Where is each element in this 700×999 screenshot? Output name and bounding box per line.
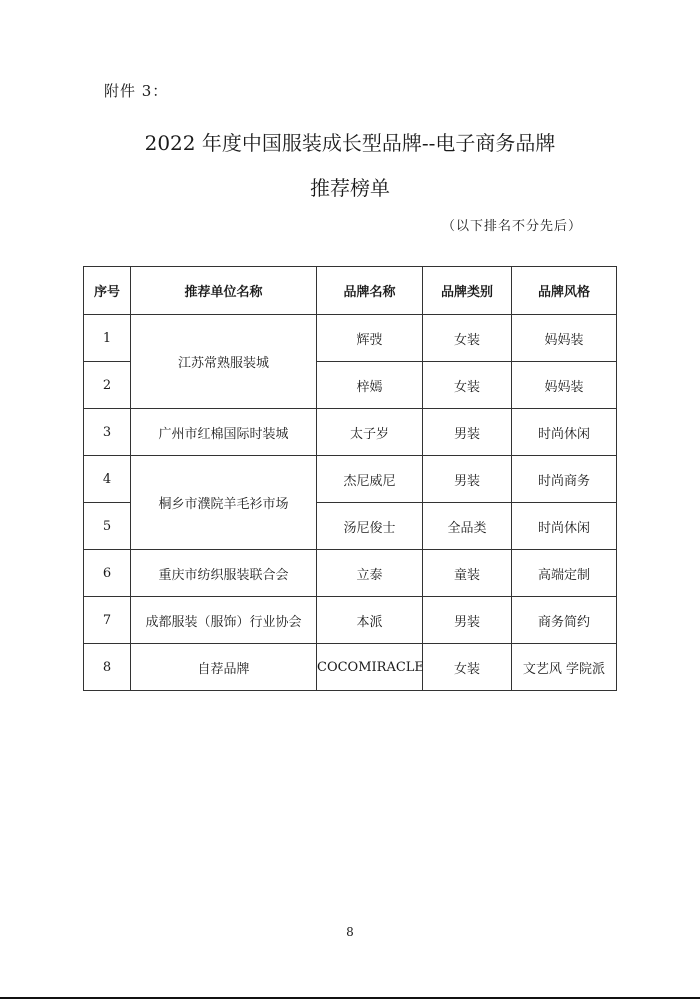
header-no: 序号: [84, 267, 131, 315]
cell-brand: 太子岁: [317, 409, 423, 456]
cell-category: 女装: [423, 315, 512, 362]
cell-no: 6: [84, 550, 131, 597]
cell-style: 妈妈装: [512, 315, 617, 362]
table-row: [84, 409, 617, 456]
cell-category: 女装: [423, 362, 512, 409]
cell-style: 商务简约: [512, 597, 617, 644]
ranking-table: [83, 266, 617, 691]
cell-unit: 自荐品牌: [131, 644, 317, 691]
page-title: 2022 年度中国服装成长型品牌--电子商务品牌: [144, 131, 556, 155]
cell-category: 童装: [423, 550, 512, 597]
cell-brand: 汤尼俊士: [317, 503, 423, 550]
cell-category: 男装: [423, 409, 512, 456]
cell-unit: 广州市红棉国际时装城: [131, 409, 317, 456]
table-row: [84, 456, 617, 503]
cell-no: 4: [84, 456, 131, 503]
cell-category: 男装: [423, 597, 512, 644]
cell-brand: 杰尼威尼: [317, 456, 423, 503]
page-subtitle: 推荐榜单: [310, 176, 390, 200]
cell-no: 2: [84, 362, 131, 409]
cell-unit: 江苏常熟服装城: [131, 315, 317, 409]
table-row: [84, 315, 617, 362]
cell-category: 男装: [423, 456, 512, 503]
cell-brand: 辉弢: [317, 315, 423, 362]
cell-style: 妈妈装: [512, 362, 617, 409]
cell-no: 5: [84, 503, 131, 550]
cell-style: 高端定制: [512, 550, 617, 597]
cell-style: 文艺风 学院派: [512, 644, 617, 691]
table-row: [84, 644, 617, 691]
header-style: 品牌风格: [512, 267, 617, 315]
cell-unit: 桐乡市濮院羊毛衫市场: [131, 456, 317, 550]
ranking-note: （以下排名不分先后）: [441, 219, 582, 234]
cell-brand: 本派: [317, 597, 423, 644]
header-unit: 推荐单位名称: [131, 267, 317, 315]
cell-brand: 立泰: [317, 550, 423, 597]
header-brand: 品牌名称: [317, 267, 423, 315]
cell-no: 8: [84, 644, 131, 691]
cell-no: 1: [84, 315, 131, 362]
cell-style: 时尚休闲: [512, 503, 617, 550]
cell-style: 时尚商务: [512, 456, 617, 503]
cell-category: 全品类: [423, 503, 512, 550]
cell-no: 3: [84, 409, 131, 456]
table-row: [84, 550, 617, 597]
cell-unit: 成都服装（服饰）行业协会: [131, 597, 317, 644]
cell-brand: COCOMIRACLE: [317, 644, 423, 691]
cell-brand: 梓嫣: [317, 362, 423, 409]
table-row: [84, 597, 617, 644]
table-header-row: [84, 267, 617, 315]
attachment-label: 附件 3：: [104, 82, 169, 100]
page-number: 8: [346, 925, 354, 939]
cell-no: 7: [84, 597, 131, 644]
cell-category: 女装: [423, 644, 512, 691]
cell-style: 时尚休闲: [512, 409, 617, 456]
cell-unit: 重庆市纺织服装联合会: [131, 550, 317, 597]
header-category: 品牌类别: [423, 267, 512, 315]
